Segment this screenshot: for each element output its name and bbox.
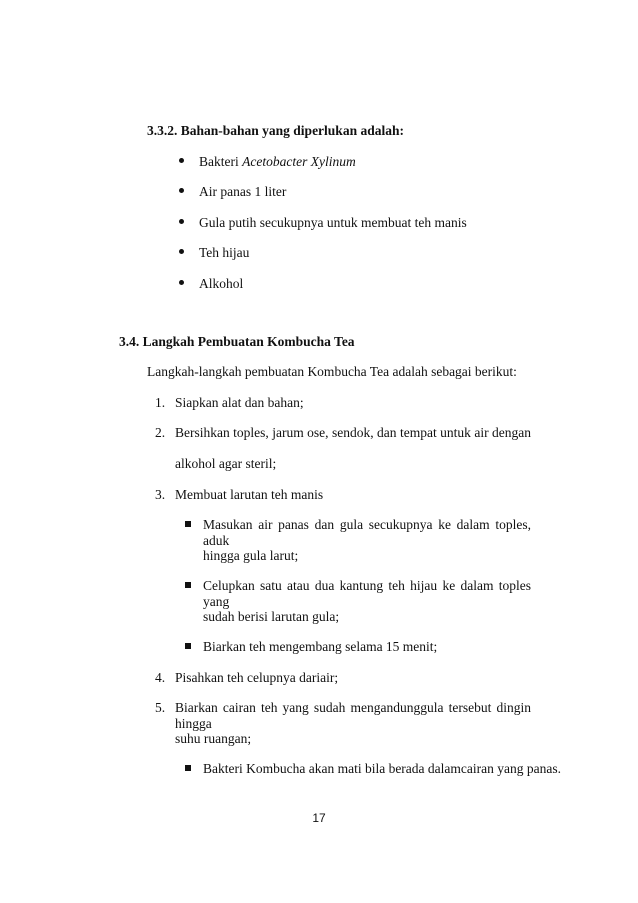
step-number: 3. bbox=[155, 487, 166, 502]
step-number: 2. bbox=[155, 425, 166, 440]
page-number: 17 bbox=[312, 811, 326, 825]
bullet-icon bbox=[179, 158, 184, 163]
section-heading-3-3-2: 3.3.2. Bahan-bahan yang diperlukan adalah: bbox=[147, 123, 404, 138]
subitem-text: Celupkan satu atau dua kantung teh hijau ke dalam toples yang bbox=[203, 578, 531, 609]
list-item: Alkohol bbox=[199, 276, 244, 291]
step-text: Membuat larutan teh manis bbox=[175, 487, 324, 502]
square-bullet-icon bbox=[185, 765, 191, 771]
bullet-icon bbox=[179, 249, 184, 254]
step-number: 4. bbox=[155, 670, 166, 685]
square-bullet-icon bbox=[185, 521, 191, 527]
subitem-text-continued: sudah berisi larutan gula; bbox=[203, 609, 340, 624]
square-bullet-icon bbox=[185, 582, 191, 588]
list-item: Teh hijau bbox=[199, 245, 250, 260]
step-text: Biarkan cairan teh yang sudah mengandunggula tersebut dingin hingga bbox=[175, 700, 531, 731]
subitem-text: Masukan air panas dan gula secukupnya ke dalam toples, aduk bbox=[203, 517, 531, 548]
step-text: Siapkan alat dan bahan; bbox=[175, 395, 304, 410]
list-item: Bakteri Acetobacter Xylinum bbox=[199, 154, 356, 169]
square-bullet-icon bbox=[185, 643, 191, 649]
subitem-text: Biarkan teh mengembang selama 15 menit; bbox=[203, 639, 438, 654]
step-number: 1. bbox=[155, 395, 166, 410]
bullet-icon bbox=[179, 219, 184, 224]
subitem-text: Bakteri Kombucha akan mati bila berada dalamcairan yang panas. bbox=[203, 761, 561, 776]
step-text: Pisahkan teh celupnya dariair; bbox=[175, 670, 339, 685]
step-number: 5. bbox=[155, 700, 166, 715]
list-item: Gula putih secukupnya untuk membuat teh manis bbox=[199, 215, 467, 230]
list-item: Air panas 1 liter bbox=[199, 184, 287, 199]
step-text-continued: suhu ruangan; bbox=[175, 731, 252, 746]
section-intro: Langkah-langkah pembuatan Kombucha Tea adalah sebagai berikut: bbox=[147, 364, 517, 379]
step-text-continued: alkohol agar steril; bbox=[175, 456, 277, 471]
step-text: Bersihkan toples, jarum ose, sendok, dan tempat untuk air dengan bbox=[175, 425, 531, 440]
bullet-icon bbox=[179, 280, 184, 285]
bullet-icon bbox=[179, 188, 184, 193]
section-heading-3-4: 3.4. Langkah Pembuatan Kombucha Tea bbox=[119, 334, 355, 349]
subitem-text-continued: hingga gula larut; bbox=[203, 548, 299, 563]
